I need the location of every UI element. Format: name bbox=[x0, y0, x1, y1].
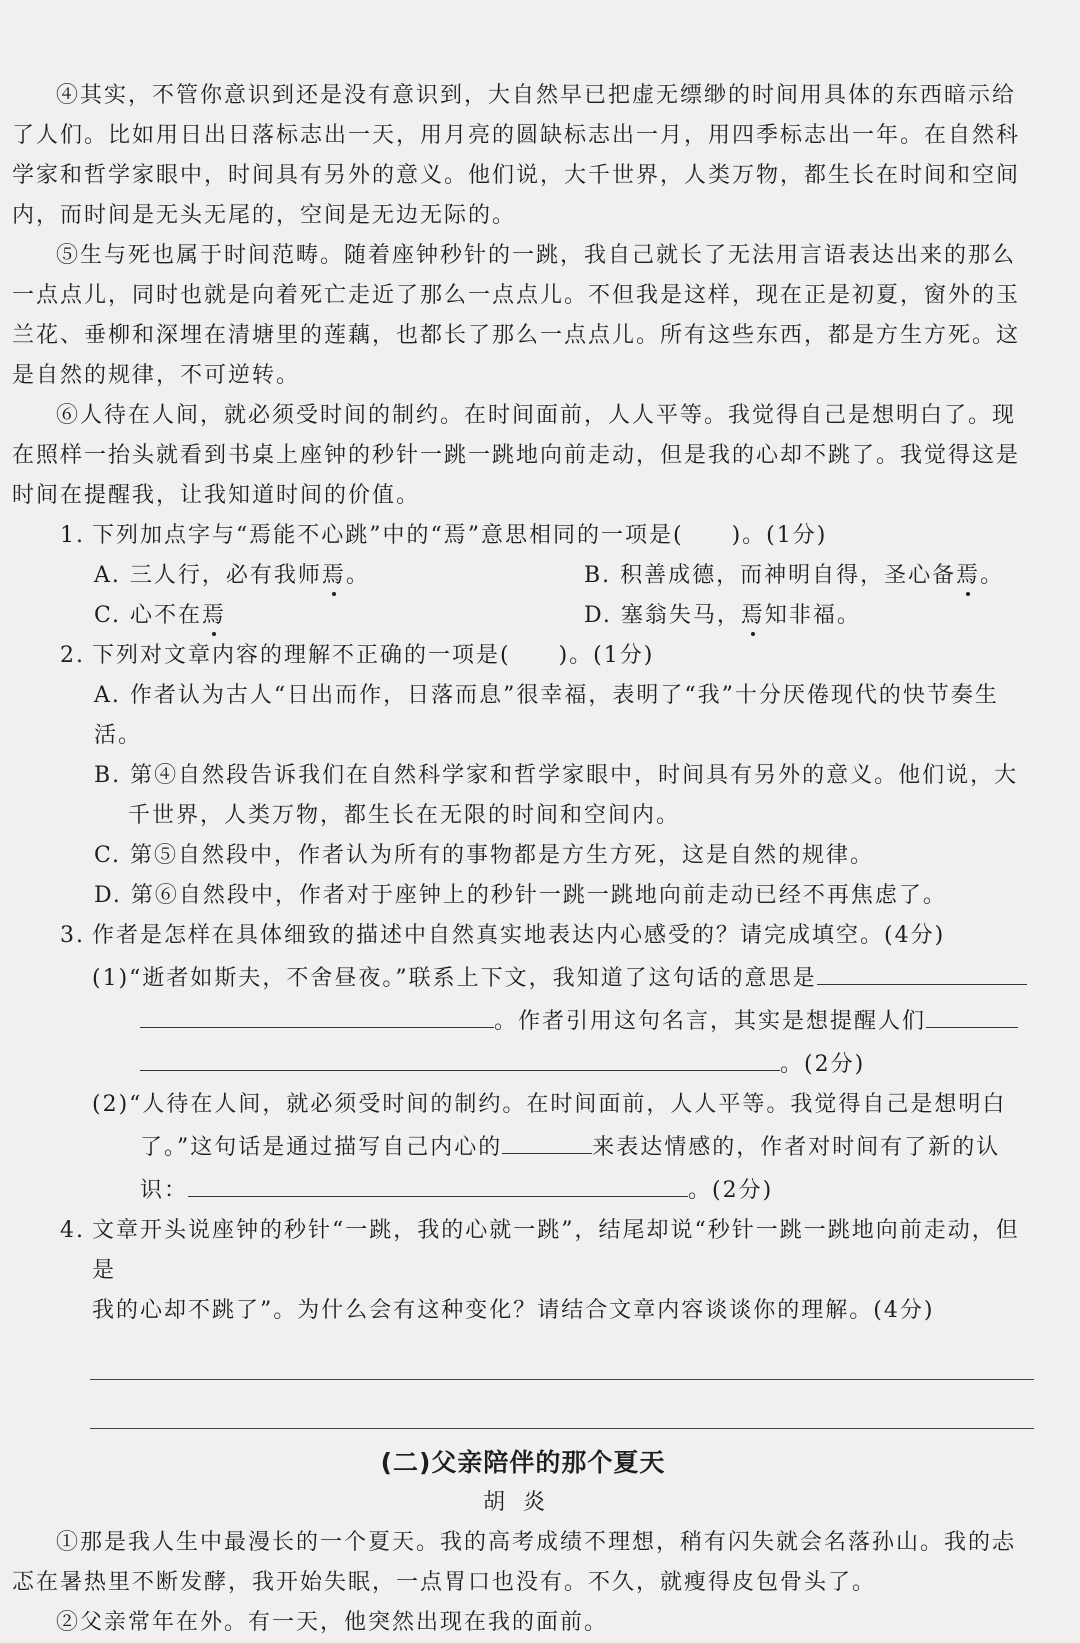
q1-option-a-dotted-char: 焉 bbox=[321, 563, 346, 588]
q2-option-a: A. 作者认为古人“日出而作，日落而息”很幸福，表明了“我”十分厌倦现代的快节奏生活。 bbox=[94, 683, 999, 748]
question-2-number: 2. bbox=[60, 643, 85, 668]
question-2-stem: 下列对文章内容的理解不正确的一项是( )。(1分) bbox=[92, 643, 655, 668]
q1-option-b bbox=[584, 556, 1074, 596]
q3-part2-text-d: 识： bbox=[140, 1178, 189, 1203]
q1-option-c bbox=[94, 596, 584, 636]
question-1-number: 1. bbox=[60, 523, 85, 548]
passage2-title: (二)父亲陪伴的那个夏天 bbox=[380, 1448, 666, 1477]
question-1-stem: 下列加点字与“焉能不心跳”中的“焉”意思相同的一项是( )。(1分) bbox=[92, 523, 828, 548]
passage1-para4: ④其实，不管你意识到还是没有意识到，大自然早已把虚无缥缈的时间用具体的东西暗示给了人们。比如用日出日落标志出一天，用月亮的圆缺标志出一月，用四季标志出一年。在自然科学家和哲学家眼中，时间具有另外的意义。他们说，大千世界，人类万物，都生长在时间和空间内，而时间是无头无尾的，空间是无边无际的。 bbox=[12, 83, 1021, 228]
question-1-options bbox=[12, 556, 1034, 636]
q3-part1-blank-4[interactable] bbox=[140, 1042, 780, 1071]
q3-part1-blank-2[interactable] bbox=[140, 999, 494, 1028]
q1-option-b-end: 。 bbox=[980, 563, 1005, 588]
q3-part1-blank-1[interactable] bbox=[817, 956, 1027, 985]
q3-part2-blank-1[interactable] bbox=[502, 1125, 592, 1154]
q1-option-d-end: 知非福。 bbox=[764, 603, 861, 628]
question-3-number: 3. bbox=[60, 923, 85, 948]
q3-part1-text-c: 。(2分) bbox=[780, 1052, 866, 1077]
q1-option-a-text: A. 三人行，必有我师 bbox=[94, 563, 322, 588]
q3-part2-blank-2[interactable] bbox=[188, 1168, 688, 1197]
q3-part1-blank-3[interactable] bbox=[926, 999, 1018, 1028]
q1-option-b-text: B. 积善成德，而神明自得，圣心备 bbox=[584, 563, 957, 588]
q2-option-d: D. 第⑥自然段中，作者对于座钟上的秒针一跳一跳地向前走动已经不再焦虑了。 bbox=[94, 883, 947, 908]
q2-option-c: C. 第⑤自然段中，作者认为所有的事物都是方生方死，这是自然的规律。 bbox=[94, 843, 875, 868]
q2-option-b-line1: B. 第④自然段告诉我们在自然科学家和哲学家眼中，时间具有另外的意义。他们说，大 bbox=[94, 763, 1019, 788]
question-4 bbox=[12, 1211, 1034, 1291]
passage2-para2: ②父亲常年在外。有一天，他突然出现在我的面前。 bbox=[56, 1610, 609, 1635]
question-3 bbox=[12, 916, 1034, 956]
q1-option-d-dotted-char: 焉 bbox=[740, 603, 765, 628]
question-3-part1 bbox=[12, 956, 1034, 1085]
q3-part1-text-a: (1)“逝者如斯夫，不舍昼夜。”联系上下文，我知道了这句话的意思是 bbox=[92, 966, 817, 991]
question-4-line1: 文章开头说座钟的秒针“一跳，我的心就一跳”，结尾却说“秒针一跳一跳地向前走动，但是 bbox=[92, 1218, 1020, 1283]
q1-option-a bbox=[94, 556, 584, 596]
q1-option-a-end: 。 bbox=[345, 563, 370, 588]
q1-option-c-text: C. 心不在 bbox=[94, 603, 203, 628]
q3-part2-text-c: 来表达情感的，作者对时间有了新的认 bbox=[592, 1135, 1001, 1160]
question-1 bbox=[12, 516, 1034, 556]
passage2-para1: ①那是我人生中最漫长的一个夏天。我的高考成绩不理想，稍有闪失就会名落孙山。我的忐忑在暑热里不断发酵，我开始失眠，一点胃口也没有。不久，就瘦得皮包骨头了。 bbox=[12, 1530, 1017, 1595]
q3-part2-text-e: 。(2分) bbox=[688, 1178, 774, 1203]
q3-part2-text-a: (2)“人待在人间，就必须受时间的制约。在时间面前，人人平等。我觉得自己是想明白 bbox=[92, 1092, 1007, 1117]
q4-answer-line-1[interactable] bbox=[90, 1331, 1034, 1380]
question-3-stem: 作者是怎样在具体细致的描述中自然真实地表达内心感受的？请完成填空。(4分) bbox=[92, 923, 946, 948]
passage1-para6: ⑥人待在人间，就必须受时间的制约。在时间面前，人人平等。我觉得自己是想明白了。现在照样一抬头就看到书桌上座钟的秒针一跳一跳地向前走动，但是我的心却不跳了。我觉得这是时间在提醒我，让我知道时间的价值。 bbox=[12, 403, 1021, 508]
q1-option-b-dotted-char: 焉 bbox=[956, 563, 981, 588]
q1-option-d bbox=[584, 596, 1074, 636]
q3-part2-text-b: 了。”这句话是通过描写自己内心的 bbox=[140, 1135, 503, 1160]
q3-part1-text-b: 。作者引用这句名言，其实是想提醒人们 bbox=[494, 1009, 927, 1034]
q2-option-b-line2: 千世界，人类万物，都生长在无限的时间和空间内。 bbox=[128, 803, 681, 828]
q4-answer-line-2[interactable] bbox=[90, 1380, 1034, 1429]
question-4-number: 4. bbox=[60, 1218, 85, 1243]
q1-option-d-text: D. 塞翁失马， bbox=[584, 603, 741, 628]
question-2-options bbox=[12, 676, 1034, 916]
question-2 bbox=[12, 636, 1034, 676]
passage1-para5: ⑤生与死也属于时间范畴。随着座钟秒针的一跳，我自己就长了无法用言语表达出来的那么一点点儿，同时也就是向着死亡走近了那么一点点儿。不但我是这样，现在正是初夏，窗外的玉兰花、垂柳和深埋在清塘里的莲藕，也都长了那么一点点儿。所有这些东西，都是方生方死。这是自然的规律，不可逆转。 bbox=[12, 243, 1021, 388]
q1-option-c-dotted-char: 焉 bbox=[202, 603, 227, 628]
passage2-author: 胡炎 bbox=[482, 1490, 563, 1515]
question-4-line2: 我的心却不跳了”。为什么会有这种变化？请结合文章内容谈谈你的理解。(4分) bbox=[92, 1298, 935, 1323]
question-3-part2 bbox=[12, 1085, 1034, 1211]
